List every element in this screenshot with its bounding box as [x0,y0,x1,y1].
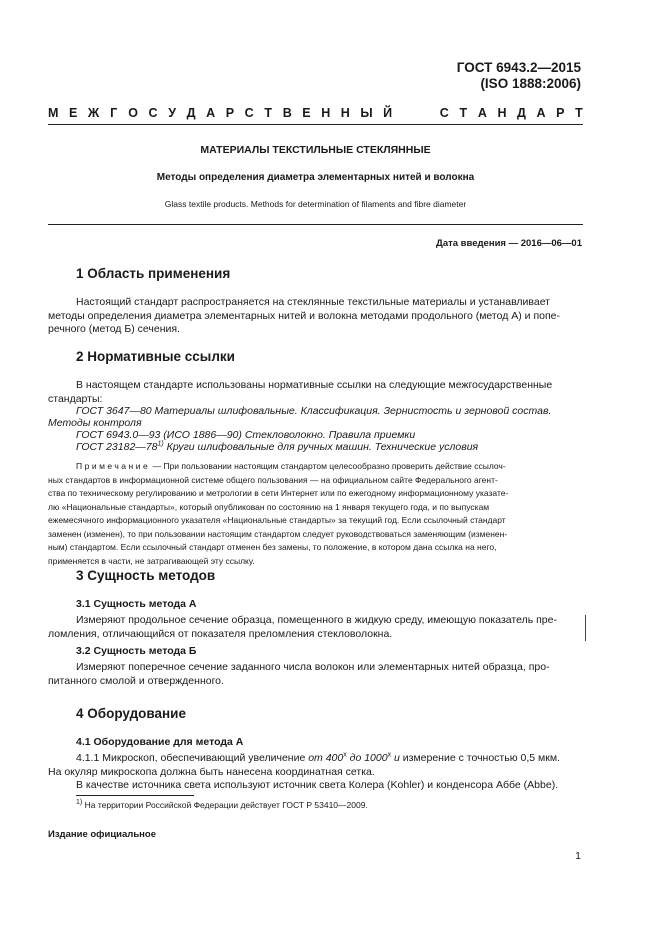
banner-letter: С [439,106,449,120]
header-rule [48,124,583,125]
banner-letter: С [244,106,254,120]
reference-gost-23182 [76,441,478,455]
section-4-heading: 4 Оборудование [76,706,186,721]
reference-gost-3647: ГОСТ 3647—80 Материалы шлифовальные. Классификация. Зернистость и зерновой состав. [76,405,552,417]
footnote-rule [76,795,194,796]
banner-letter: Т [575,106,583,120]
item-4-1-1-line-3: В качестве источника света используют источник света Колера (Kohler) и конденсора Аббе (Abbe). [76,779,559,791]
note-label: Примечание [76,461,151,471]
page-number: 1 [575,850,581,862]
item-4-1-1-end: измерение с точностью 0,5 мкм. [399,752,560,764]
footnote [76,800,368,810]
magnification-from: от 400 [308,752,344,764]
banner-letter: А [206,106,216,120]
banner-letter: Н [321,106,331,120]
section-2-heading: 2 Нормативные ссылки [76,349,235,364]
banner-letter: Й [383,106,393,120]
note-first-line [76,460,580,474]
note-line-8: применяется в части, не затрагивающей эту ссылку. [48,555,255,566]
note-line-4: лю «Национальные стандарты», который опубликован по состоянию на 1 января текущего года, и по выпускам [48,501,490,512]
subsection-3-2-line-2: питанного смолой и отвержденного. [48,674,224,687]
section-1-line-1: Настоящий стандарт распространяется на стеклянные текстильные материалы и устанавливает [76,296,550,308]
subsection-3-1-line-2: ломления, отличающийся от показателя преломления стекловолокна. [48,627,393,640]
banner-letter: Т [264,106,272,120]
banner-letter: Д [517,106,526,120]
banner-letter: Ы [360,106,373,120]
banner-letter [403,106,411,120]
subsection-3-2-line-1: Измеряют поперечное сечение заданного числа волокон или элементарных нитей образца, про- [76,661,550,673]
banner-letter: Н [340,106,350,120]
note-line-3: ства по техническому регулированию и метрологии в сети Интернет или по ежегодному информационному указате- [48,488,509,498]
reference-gost-3647-continued: Методы контроля [48,417,142,429]
subsection-4-1-heading: 4.1 Оборудование для метода А [76,736,244,748]
footnote-number: 1) [76,799,83,807]
conjunction: и [391,752,400,764]
note-line-2: ных стандартов в информационной системе общего пользования — на официальном сайте Федерального агент- [48,474,498,485]
banner-letter: У [168,106,177,120]
banner-letter: Р [556,106,565,120]
banner-letter: М [48,106,59,120]
footnote-text: На территории Российской Федерации действует ГОСТ Р 53410—2009. [82,800,368,810]
section-1-heading: 1 Область применения [76,266,231,281]
reference-title: Круги шлифовальные для ручных машин. Технические условия [163,441,479,453]
change-bar [585,615,586,641]
banner-letter: Г [110,106,118,120]
interstate-standard-banner [48,106,583,120]
banner-letter: Ж [87,106,100,120]
banner-letter: А [477,106,487,120]
edition-label: Издание официальное [48,829,156,840]
document-code [457,60,581,92]
section-1-line-3: речного (метод Б) сечения. [48,323,180,335]
item-4-1-1-line-2: На окуляр микроскопа должна быть нанесена координатная сетка. [48,765,375,778]
note-line-6: заменен (изменен), то при пользовании настоящим стандартом следует руководствоваться заменяющим (изменен- [48,528,508,539]
banner-letter [421,106,429,120]
magnification-x-2: х [387,751,392,759]
main-title: МАТЕРИАЛЫ ТЕКСТИЛЬНЫЕ СТЕКЛЯННЫЕ [200,144,431,156]
note-text: — При пользовании настоящим стандартом целесообразно проверить действие ссылоч- [150,461,506,471]
item-4-1-1-start: 4.1.1 Микроскоп, обеспечивающий увеличение [76,752,309,764]
magnification-x-1: х [343,751,347,759]
section-1-line-2: методы определения диаметра элементарных нитей и волокна методами продольного (метод А) и попе- [48,309,561,322]
section-2-intro-line-2: стандарты: [48,392,103,405]
banner-letter: С [148,106,158,120]
item-4-1-1 [76,752,560,766]
banner-letter: Т [459,106,468,120]
note-line-7: ным) стандартом. Если ссылочный стандарт отменен без замены, то положение, в котором дана ссылка на него, [48,542,497,552]
introduction-date: Дата введения — 2016—06—01 [436,238,582,249]
section-2-intro-line-1: В настоящем стандарте использованы нормативные ссылки на следующие межгосударственные [76,379,553,391]
subtitle: Методы определения диаметра элементарных нитей и волокна [156,172,475,183]
gost-number: ГОСТ 6943.2—2015 [456,60,581,75]
reference-gost-6943-0: ГОСТ 6943.0—93 (ИСО 1886—90) Стекловолокно. Правила приемки [76,429,416,441]
footnote-mark: 1) [157,440,164,448]
banner-letter: В [282,106,292,120]
banner-letter: Е [302,106,311,120]
banner-letter: Е [68,106,78,120]
english-title: Glass textile products. Methods for determination of filaments and fibre diameter [164,199,467,209]
note-line-5: ежемесячного информационного указателя «Национальные стандарты» за текущий год. Если ссылочный стандарт [48,515,506,525]
reference-code: ГОСТ 23182—78 [76,441,158,453]
magnification-to: до 1000 [346,752,388,764]
subsection-3-1-heading: 3.1 Сущность метода А [76,598,197,610]
section-3-heading: 3 Сущность методов [76,568,216,583]
banner-letter: Д [186,106,196,120]
iso-number: (ISO 1888:2006) [480,76,581,91]
banner-letter: Н [497,106,507,120]
subsection-3-2-heading: 3.2 Сущность метода Б [76,645,197,657]
subsection-3-1-line-1: Измеряют продольное сечение образца, помещенного в жидкую среду, имеющую показатель пре- [76,614,557,626]
title-rule [48,224,583,225]
banner-letter: А [536,106,546,120]
banner-letter: Р [225,106,235,120]
banner-letter: О [128,106,138,120]
